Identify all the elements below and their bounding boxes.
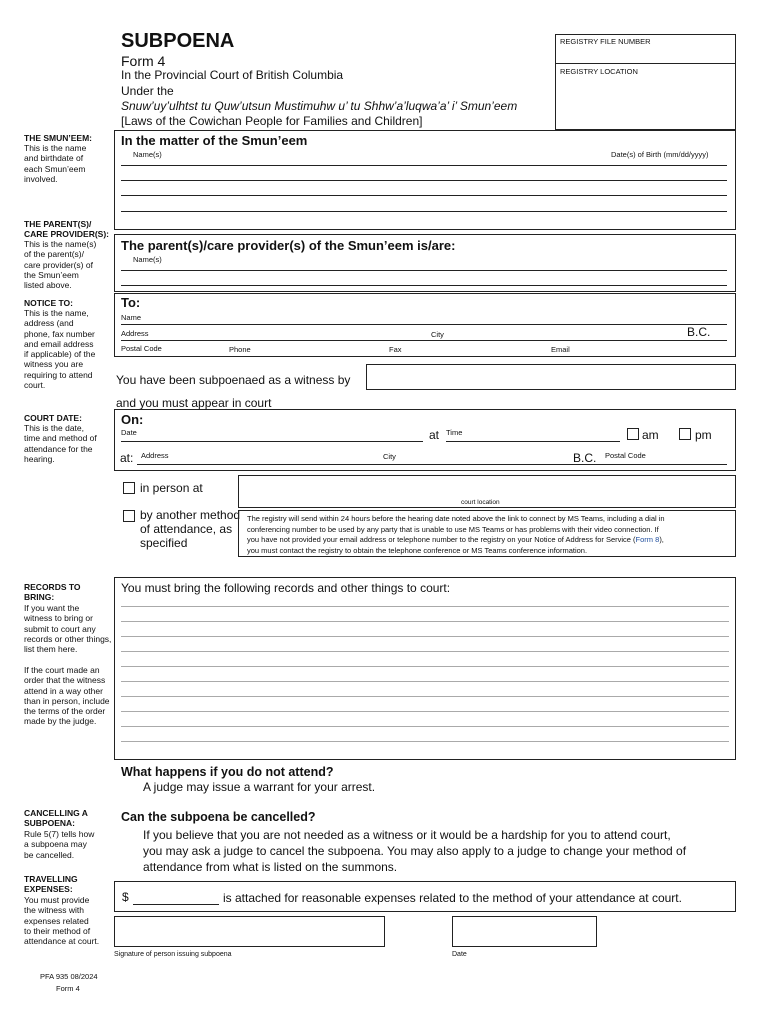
to-address-label: Address (121, 329, 149, 338)
sidebar-cancel-heading: CANCELLING A SUBPOENA: (24, 808, 88, 828)
on-city-label: City (383, 452, 396, 461)
records-line-6[interactable] (121, 681, 729, 682)
matter-line-2[interactable] (121, 180, 727, 181)
records-title: You must bring the following records and other things to court: (121, 581, 451, 595)
on-date-label: Date (121, 428, 137, 437)
sidebar-parents-heading: THE PARENT(S)/ CARE PROVIDER(S): (24, 219, 110, 239)
other-method-label: by another method of attendance, as specified (140, 508, 241, 550)
pm-checkbox[interactable] (679, 428, 691, 440)
to-address-line[interactable] (121, 340, 727, 341)
registry-location-label: REGISTRY LOCATION (560, 67, 638, 76)
act-english: [Laws of the Cowichan People for Families and Children] (121, 114, 423, 128)
on-date-line[interactable] (121, 441, 423, 442)
form-title: SUBPOENA (121, 30, 235, 52)
registry-file-number-field[interactable] (555, 34, 736, 64)
in-person-label: in person at (140, 481, 203, 495)
matter-line-1[interactable] (121, 165, 727, 166)
on-address-label: Address (141, 451, 169, 460)
parents-title: The parent(s)/care provider(s) of the Smun’eem is/are: (121, 238, 456, 253)
matter-line-3[interactable] (121, 195, 727, 196)
sidebar-notice-text: This is the name, address (and phone, fax number and email address if applicable) of the witness you are requiring to attend court. (24, 308, 96, 391)
expenses-dollar: $ (122, 890, 129, 904)
records-line-7[interactable] (121, 696, 729, 697)
to-title: To: (121, 295, 141, 310)
sidebar-parents-text: This is the name(s) of the parent(s)/ care provider(s) of the Smun’eem listed above. (24, 239, 97, 291)
subpoenaed-by-field[interactable] (366, 364, 736, 390)
witness-line-1: You have been subpoenaed as a witness by (116, 373, 351, 387)
witness-line-2: and you must appear in court (116, 396, 272, 410)
signature-field[interactable] (114, 916, 385, 947)
other-method-note: The registry will send within 24 hours before the hearing date noted above the link to connect by MS Teams, including a dial in conferencing number to be used by any party that is unable to use MS Teams or has problems with their video connection. If you have not provided your email address or telephone number to the registry on your Notice of Address for Service (Form 8), you must contact the registry to obtain the telephone conference or MS Teams conference information. (247, 514, 665, 555)
parents-names-label: Name(s) (133, 255, 162, 264)
signature-label: Signature of person issuing subpoena (114, 951, 232, 958)
to-section (114, 293, 736, 357)
in-person-checkbox[interactable] (123, 482, 135, 494)
expenses-amount-line[interactable] (133, 904, 219, 905)
on-title: On: (121, 412, 144, 427)
to-fax-label: Fax (389, 345, 402, 354)
to-city-label: City (431, 330, 444, 339)
under-the: Under the (121, 84, 174, 98)
on-time-label: Time (446, 428, 463, 437)
records-line-5[interactable] (121, 666, 729, 667)
sidebar-travel-text: You must provide the witness with expenses related to their method of attendance at court. (24, 895, 100, 947)
on-address-line[interactable] (137, 464, 727, 465)
sidebar-records-text-2: If the court made an order that the witness attend in a way other than in person, include the terms of the order made by the judge. (24, 665, 110, 727)
other-method-note-box (238, 510, 736, 557)
form-number: Form 4 (121, 53, 166, 69)
matter-names-label: Name(s) (133, 150, 162, 159)
am-checkbox[interactable] (627, 428, 639, 440)
parents-section (114, 234, 736, 292)
sidebar-records-heading: RECORDS TO BRING: (24, 582, 81, 602)
sidebar-cancel-text: Rule 5(7) tells how a subpoena may be cancelled. (24, 829, 95, 860)
to-name-label: Name (121, 313, 142, 322)
sidebar-smuneem-text: This is the name and birthdate of each Smun’eem involved. (24, 143, 87, 184)
records-line-4[interactable] (121, 651, 729, 652)
date-label: Date (452, 951, 467, 958)
on-at-label: at (429, 428, 440, 442)
other-method-checkbox[interactable] (123, 510, 135, 522)
sidebar-court-heading: COURT DATE: (24, 413, 82, 423)
to-name-line[interactable] (121, 324, 727, 325)
parents-line-2[interactable] (121, 285, 727, 286)
parents-line-1[interactable] (121, 270, 727, 271)
on-postal-label: Postal Code (605, 451, 646, 460)
sidebar-court-text: This is the date, time and method of attendance for the hearing. (24, 423, 97, 464)
on-province: B.C. (573, 451, 597, 465)
records-line-8[interactable] (121, 711, 729, 712)
court-location-field[interactable] (238, 475, 736, 508)
am-label: am (642, 428, 659, 442)
court-location-label: court location (461, 499, 500, 506)
form-8-link[interactable]: Form 8 (635, 535, 660, 544)
records-line-1[interactable] (121, 606, 729, 607)
not-attend-title: What happens if you do not attend? (121, 765, 334, 779)
cancel-title: Can the subpoena be cancelled? (121, 810, 316, 824)
footer-form-code: PFA 935 08/2024 (40, 972, 98, 981)
sidebar-notice-heading: NOTICE TO: (24, 298, 73, 308)
matter-section (114, 130, 736, 230)
records-line-2[interactable] (121, 621, 729, 622)
sidebar-records-text: If you want the witness to bring or submit to court any records or other things, list them here. (24, 603, 112, 655)
court-name: In the Provincial Court of British Columbia (121, 68, 344, 82)
registry-location-field[interactable] (555, 64, 736, 130)
records-line-3[interactable] (121, 636, 729, 637)
pm-label: pm (695, 428, 712, 442)
not-attend-text: A judge may issue a warrant for your arrest. (143, 780, 376, 794)
matter-title: In the matter of the Smun’eem (121, 133, 308, 148)
date-field[interactable] (452, 916, 597, 947)
expenses-text: is attached for reasonable expenses related to the method of your attendance at court. (223, 891, 682, 905)
act-name: Snuw’uy’ulhtst tu Quw’utsun Mustimuhw u’ tu Shhw’a’luqwa’a’ i’ Smun’eem (121, 99, 518, 113)
to-postal-label: Postal Code (121, 344, 162, 353)
records-line-10[interactable] (121, 741, 729, 742)
matter-dob-label: Date(s) of Birth (mm/dd/yyyy) (611, 150, 709, 159)
cancel-text: If you believe that you are not needed as a witness or it would be a hardship for you to attend court, you may ask a judge to cancel the subpoena. You may also apply to a judge to change your method of attendance from what is listed on the summons. (143, 828, 687, 874)
records-section (114, 577, 736, 760)
to-email-label: Email (551, 345, 570, 354)
on-at2-label: at: (120, 451, 134, 465)
registry-file-number-label: REGISTRY FILE NUMBER (560, 37, 651, 46)
sidebar-travel-heading: TRAVELLING EXPENSES: (24, 874, 78, 894)
to-province: B.C. (687, 325, 711, 339)
to-phone-label: Phone (229, 345, 251, 354)
records-line-9[interactable] (121, 726, 729, 727)
footer-form-number: Form 4 (56, 984, 80, 993)
on-time-line[interactable] (446, 441, 620, 442)
expenses-section (114, 881, 736, 912)
on-section (114, 409, 736, 471)
sidebar-smuneem-heading: THE SMUN’EEM: (24, 133, 92, 143)
matter-line-4[interactable] (121, 211, 727, 212)
